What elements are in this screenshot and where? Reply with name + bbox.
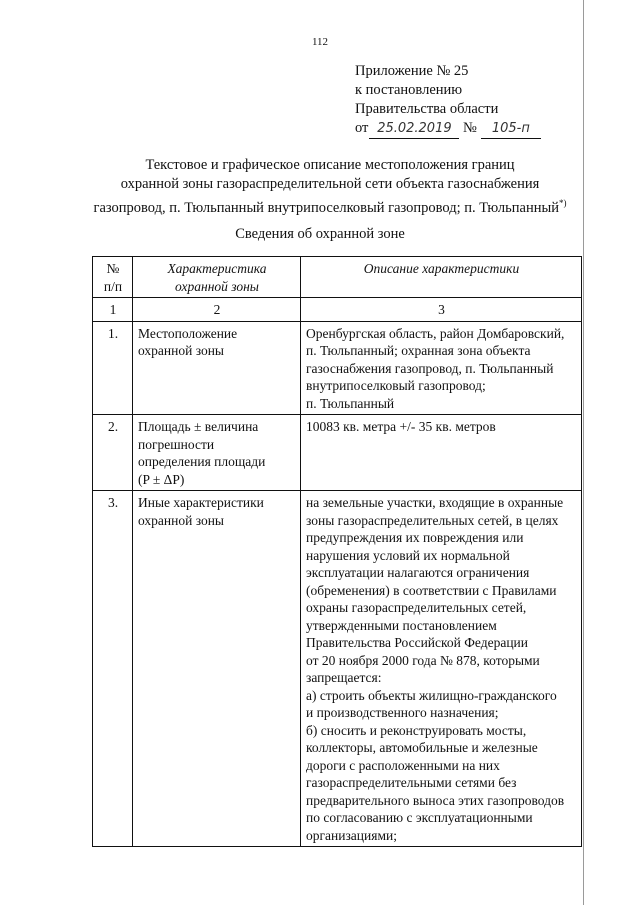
- header-col-number: [93, 257, 133, 298]
- row-description-line: предварительного выноса этих газопроводов: [306, 792, 565, 808]
- row-description-line: эксплуатации налагаются ограничения: [306, 565, 530, 580]
- date-prefix: от: [355, 120, 369, 136]
- title-line-1: Текстовое и графическое описание местоположения границ: [145, 157, 515, 173]
- row-description-line: газоснабжения газопровод, п. Тюльпанный: [306, 360, 554, 376]
- table-row-location: [93, 321, 582, 415]
- appendix-block: [355, 62, 541, 139]
- row-description-line: на земельные участки, входящие в охранные: [306, 495, 564, 510]
- row-description-line: нарушения условий их нормальной: [306, 547, 510, 563]
- row-characteristic: [133, 415, 301, 491]
- appendix-line-2: к постановлению: [355, 82, 463, 98]
- row-characteristic-line: Местоположение: [138, 325, 238, 341]
- row-description-line: а) строить объекты жилищно-гражданского: [306, 687, 557, 703]
- row-characteristic-line: Иные характеристики: [138, 495, 264, 510]
- row-characteristic-line: охранной зоны: [138, 343, 225, 358]
- row-description-line: по согласованию с эксплуатационными: [306, 810, 533, 825]
- header-number-abbr: п/п: [103, 278, 123, 294]
- row-characteristic-line: (P ± ΔP): [138, 471, 185, 487]
- row-description-line: и производственного назначения;: [306, 705, 499, 720]
- row-description-line: (обременения) в соответствии с Правилами: [306, 582, 557, 598]
- title-line-2: охранной зоны газораспределительной сети объекта газоснабжения: [120, 176, 540, 192]
- index-cell-3: 3: [301, 298, 582, 322]
- row-description-line: Оренбургская область, район Домбаровский,: [306, 325, 565, 341]
- row-description-line: Правительства Российской Федерации: [306, 635, 528, 650]
- table-header-row: [93, 257, 582, 298]
- header-col-description: Описание характеристики: [301, 257, 582, 298]
- row-description-line: утвержденными постановлением: [306, 617, 497, 633]
- row-description-line: п. Тюльпанный; охранная зона объекта: [306, 343, 531, 358]
- document-title: [80, 156, 580, 218]
- row-description-line: дороги с расположенными на них: [306, 757, 500, 773]
- number-prefix: №: [463, 120, 477, 136]
- header-characteristic-line-2: охранной зоны: [175, 278, 259, 294]
- row-characteristic: [133, 321, 301, 415]
- row-description-line: предупреждения их повреждения или: [306, 530, 524, 545]
- row-characteristic-line: определения площади: [138, 454, 266, 469]
- row-description-line: зоны газораспределительных сетей, в целях: [306, 512, 559, 528]
- row-number: 1.: [93, 321, 133, 415]
- appendix-line-3: Правительства области: [355, 101, 499, 117]
- header-number-sign: №: [106, 261, 120, 276]
- row-description-line: п. Тюльпанный: [306, 395, 395, 411]
- handwritten-date: 25.02.2019: [369, 119, 459, 139]
- appendix-date-line: [355, 119, 541, 139]
- table-row-other: [93, 491, 582, 847]
- header-col-characteristic: [133, 257, 301, 298]
- title-line-3-text: газопровод, п. Тюльпанный внутрипоселковый газопровод; п. Тюльпанный: [93, 199, 559, 216]
- row-characteristic-line: Площадь ± величина: [138, 419, 259, 434]
- row-description: [301, 491, 582, 847]
- index-cell-2: 2: [133, 298, 301, 322]
- index-cell-1: 1: [93, 298, 133, 322]
- row-description-line: 10083 кв. метра +/- 35 кв. метров: [306, 419, 496, 434]
- row-description-line: запрещается:: [306, 670, 382, 685]
- handwritten-number: 105-п: [481, 119, 541, 139]
- footnote-mark: *): [558, 198, 567, 208]
- section-subtitle: Сведения об охранной зоне: [235, 226, 405, 242]
- row-description: [301, 321, 582, 415]
- scan-edge-line: [583, 0, 584, 905]
- row-characteristic-line: охранной зоны: [138, 512, 225, 528]
- header-characteristic-line-1: Характеристика: [167, 261, 267, 276]
- row-description-line: б) сносить и реконструировать мосты,: [306, 722, 527, 738]
- row-description: [301, 415, 582, 491]
- row-description-line: внутрипоселковый газопровод;: [306, 378, 486, 393]
- row-number: 3.: [93, 491, 133, 847]
- row-number: 2.: [93, 415, 133, 491]
- title-line-3: [80, 194, 580, 218]
- row-description-line: охраны газораспределительных сетей,: [306, 600, 527, 615]
- row-characteristic-line: погрешности: [138, 436, 215, 452]
- page-number: 112: [311, 36, 329, 48]
- row-description-line: от 20 ноября 2000 года № 878, которыми: [306, 652, 540, 668]
- row-description-line: газораспределительными сетями без: [306, 775, 517, 790]
- row-characteristic: [133, 491, 301, 847]
- protection-zone-table: [92, 256, 582, 847]
- row-description-line: коллекторы, автомобильные и железные: [306, 740, 538, 755]
- table-row-area: [93, 415, 582, 491]
- row-description-line: организациями;: [306, 827, 397, 843]
- table-index-row: [93, 298, 582, 322]
- appendix-line-1: Приложение № 25: [355, 63, 469, 79]
